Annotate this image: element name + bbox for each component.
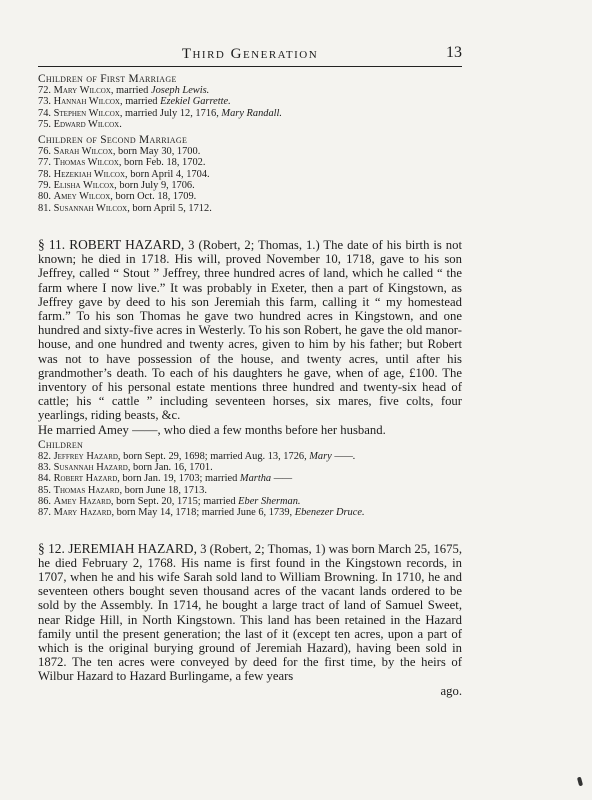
chapter-title: Third Generation	[181, 46, 319, 62]
list-item: 79. Elisha Wilcox, born July 9, 1706.	[38, 180, 195, 192]
list-item: 78. Hezekiah Wilcox, born April 4, 1704.	[38, 168, 210, 180]
section-11-children-list	[38, 451, 462, 519]
first-marriage-list	[38, 85, 462, 130]
section-12-heading: § 12. JEREMIAH HAZARD,	[38, 540, 197, 556]
list-item: 81. Susannah Wilcox, born April 5, 1712.	[38, 202, 212, 214]
list-item: 84. Robert Hazard, born Jan. 19, 1703; married Martha ——	[38, 473, 293, 485]
list-item: 76. Sarah Wilcox, born May 30, 1700.	[38, 146, 201, 158]
list-item: 83. Susannah Hazard, born Jan. 16, 1701.	[38, 462, 213, 474]
list-item: 74. Stephen Wilcox, married July 12, 1716, Mary Randall.	[38, 107, 283, 119]
second-marriage-heading: Children of Second Marriage	[38, 134, 188, 147]
page-number: 13	[446, 44, 462, 61]
list-item: 73. Hannah Wilcox, married Ezekiel Garrette.	[38, 96, 231, 108]
children-heading: Children	[38, 438, 84, 451]
page-speck	[577, 777, 583, 787]
list-item: 87. Mary Hazard, born May 14, 1718; married June 6, 1739, Ebenezer Druce.	[38, 507, 365, 519]
first-marriage-heading: Children of First Marriage	[38, 73, 177, 85]
list-item: 80. Amey Wilcox, born Oct. 18, 1709.	[38, 191, 197, 203]
section-12-ending: ago.	[440, 683, 462, 698]
list-item: 85. Thomas Hazard, born June 18, 1713.	[38, 484, 207, 496]
list-item: 82. Jeffrey Hazard, born Sept. 29, 1698; married Aug. 13, 1726, Mary ——.	[38, 450, 356, 462]
list-item: 75. Edward Wilcox.	[38, 118, 122, 130]
section-11-paragraph: § 11. ROBERT HAZARD, 3 (Robert, 2; Thomas, 1.) The date of his birth is not known; he died in 1718. His will, proved November 10, 1718, gave to his son Jeffrey, called “ Stout ” Jeffrey, three hundred acres of land, which he called “ the farm where I now live.” It was probably in Exeter, then a part of Kingstown, as Jeffrey gave by deed to his son Jeremiah this farm, calling it “ my homestead farm.” To his son Thomas he gave two hundred acres in Kingstown, and one hundred and sixty-five acres in Westerly. To his son Robert, he gave the old manor-house, and one hundred and twenty acres, given to him by his father; but Robert was not to have possession of the house, and twenty acres, until after his grandmother’s death. To each of his daughters he gave, when of age, £100. The inventory of his personal estate mentions three hundred and twenty-six head of cattle; his “ cattle ” including seventeen horses, six mares, five colts, four yearlings, riding beasts, &c.	[38, 236, 462, 423]
list-item: 86. Amey Hazard, born Sept. 20, 1715; married Eber Sherman.	[38, 496, 301, 507]
section-11-heading: § 11. ROBERT HAZARD,	[38, 236, 185, 252]
running-header	[38, 38, 462, 67]
list-item: 72. Mary Wilcox, married Joseph Lewis.	[38, 85, 210, 96]
section-11-married: He married Amey ——, who died a few months before her husband.	[38, 422, 386, 437]
book-page	[38, 38, 462, 698]
list-item: 77. Thomas Wilcox, born Feb. 18, 1702.	[38, 157, 206, 169]
second-marriage-list	[38, 146, 462, 214]
section-12-paragraph: § 12. JEREMIAH HAZARD, 3 (Robert, 2; Thomas, 1) was born March 25, 1675, he died February 2, 1768. His name is first found in the Kingstown records, in 1707, when he and his wife Sarah sold land to William Browning. In 1710, he and seventeen others bought seven thousand acres of the vacant lands ordered to be sold by the Assembly. In 1714, he bought a large tract of land of Samuel Sweet, near Ridge Hill, in North Kingstown. This land has been retained in the Hazard family until the present generation; the last of it (except ten acres, upon a part of which is the original burying ground of Jeremiah Hazard), having been sold in 1872. The ten acres were conveyed by deed for the first time, by the heirs of Wilbur Hazard to Hazard Burlingame, a few years	[38, 540, 462, 684]
